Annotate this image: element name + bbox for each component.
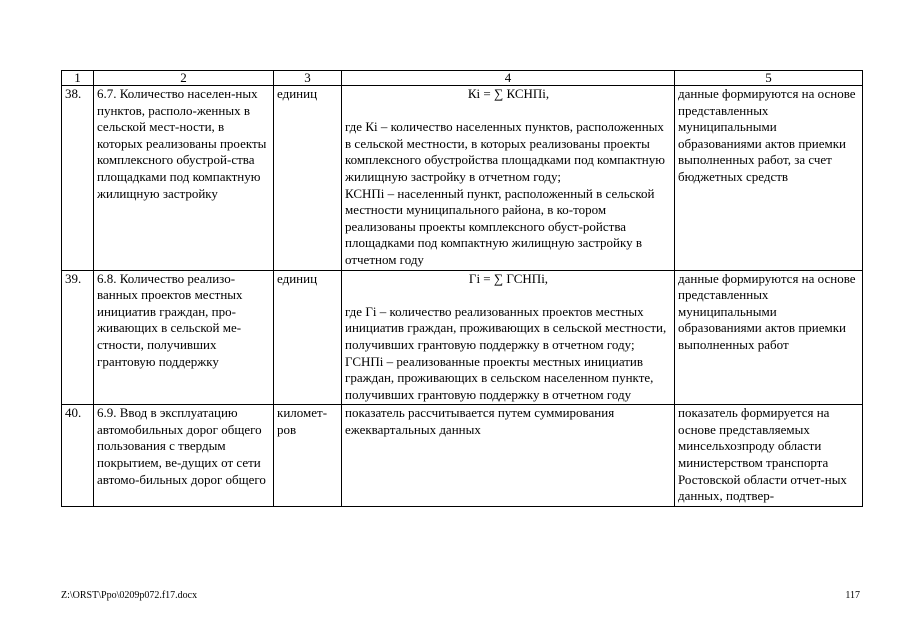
column-number: 4 [342, 71, 675, 86]
column-number-row [62, 71, 863, 86]
row-number: 38. [62, 86, 94, 271]
table-row [62, 270, 863, 405]
unit-of-measure: единиц [274, 270, 342, 405]
indicator-table [61, 70, 863, 507]
file-path: Z:\ORST\Ppo\0209p072.f17.docx [61, 590, 198, 601]
formula-explanation: где Кi – количество населенных пунктов, расположенных в сельской местности, в которых реализованы проекты комплексного обустройства площадками под компактную жилищную застройку в отчетном году; [345, 119, 665, 184]
formula-explanation: КСНПi – населенный пункт, расположенный в сельской местности муниципального района, в ко-тором реализованы проекты комплексного обуст-ройства площадками под компактную жилищную застройку в отчетном году [345, 185, 655, 267]
row-number: 39. [62, 270, 94, 405]
data-source: данные формируются на основе представленных муниципальными образованиями актов приемки выполненных работ [675, 270, 863, 405]
calculation-method [342, 270, 675, 405]
table-row [62, 405, 863, 507]
formula: Кi = ∑ КСНПi, [467, 86, 550, 101]
column-number: 3 [274, 71, 342, 86]
column-number: 5 [675, 71, 863, 86]
blank-line [345, 103, 672, 120]
column-number: 2 [94, 71, 274, 86]
formula: Гi = ∑ ГСНПi, [468, 270, 549, 286]
calculation-method [342, 86, 675, 271]
indicator-name: 6.9. Ввод в эксплуатацию автомобильных дорог общего пользования с твердым покрытием, ве-дущих от сети автомо-бильных дорог общего [94, 405, 274, 507]
calculation-method: показатель рассчитывается путем суммирования ежеквартальных данных [342, 405, 675, 507]
formula-explanation: ГСНПi – реализованные проекты местных инициатив граждан, проживающих в сельском населенном пункте, получивших грантовую поддержку в отчетном году [345, 353, 654, 402]
blank-line [345, 287, 672, 304]
indicator-name: 6.8. Количество реализо-ванных проектов местных инициатив граждан, про-живающих в сельской ме-стности, получивших грантовую поддержку [94, 270, 274, 405]
data-source: данные формируются на основе представленных муниципальными образованиями актов приемки выполненных работ, за счет бюджетных средств [675, 86, 863, 271]
data-source: показатель формируется на основе представляемых минсельхозпроду области министерством транспорта Ростовской области отчет-ных данных, подтвер- [675, 405, 863, 507]
unit-of-measure: километ-ров [274, 405, 342, 507]
indicator-name: 6.7. Количество населен-ных пунктов, располо-женных в сельской мест-ности, в которых реализованы проекты комплексного обустрой-ства площадками под компактную жилищную застройку [94, 86, 274, 271]
table-row [62, 86, 863, 271]
formula-explanation: где Гi – количество реализованных проектов местных инициатив граждан, проживающих в сельской местности, получивших грантовую поддержку в отчетном году; [345, 303, 667, 352]
unit-of-measure: единиц [274, 86, 342, 271]
page-number: 117 [845, 590, 860, 601]
column-number: 1 [62, 71, 94, 86]
row-number: 40. [62, 405, 94, 507]
